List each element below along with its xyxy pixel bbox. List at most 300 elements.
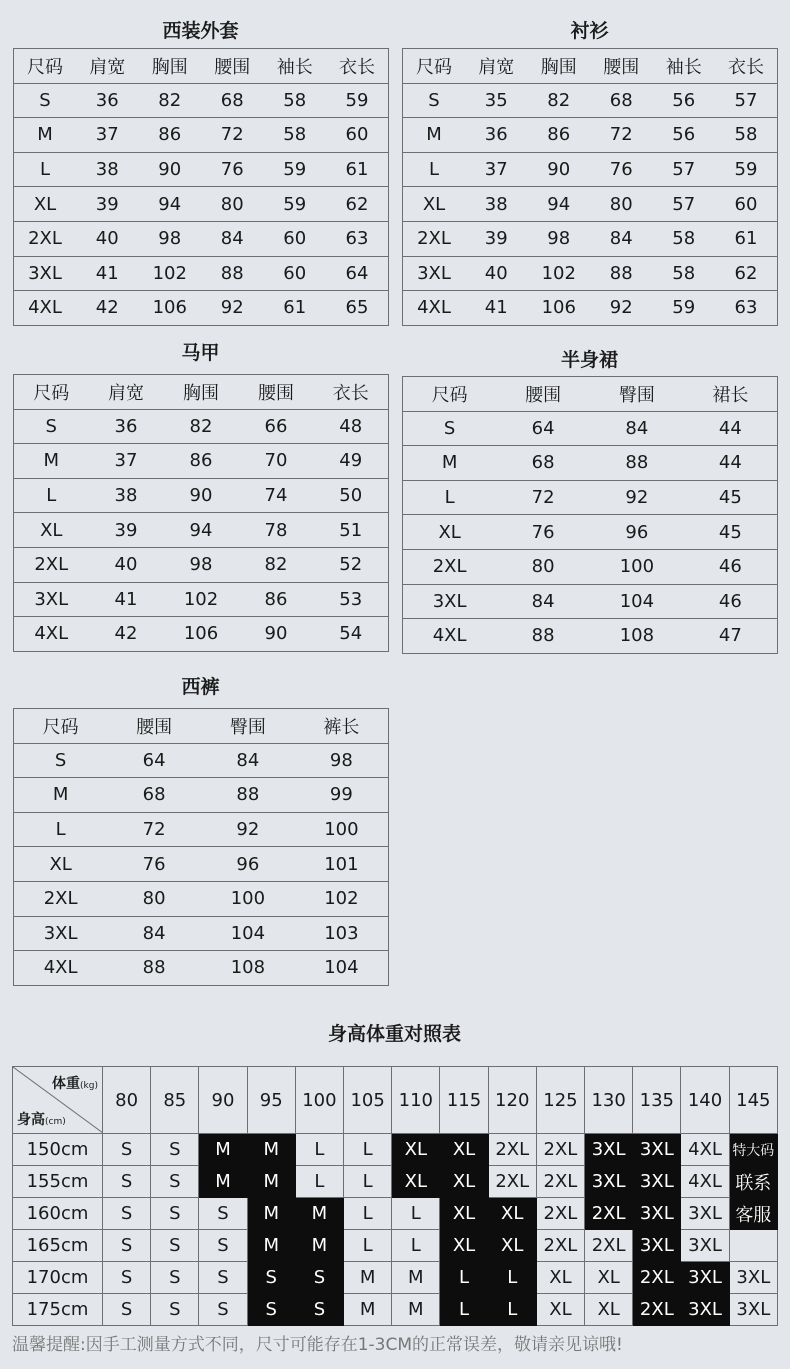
table-cell: 4XL	[14, 951, 108, 986]
table-cell: 88	[590, 256, 653, 291]
trousers-size-table	[13, 708, 389, 986]
table-cell: 68	[107, 778, 201, 813]
height-row	[13, 1134, 778, 1166]
table-row	[14, 743, 389, 778]
table-cell: 2XL	[14, 221, 77, 256]
table-row	[403, 515, 778, 550]
table-cell: 86	[164, 444, 239, 479]
table-cell: 86	[528, 118, 591, 153]
vest-size-table	[13, 374, 389, 652]
weight-column-header: 100	[295, 1067, 343, 1134]
table-cell: 3XL	[14, 916, 108, 951]
table-cell: 58	[264, 83, 327, 118]
table-cell: 72	[590, 118, 653, 153]
height-row	[13, 1166, 778, 1198]
size-cell: L	[392, 1198, 440, 1230]
size-cell: S	[199, 1230, 247, 1262]
column-header: 衣长	[728, 56, 764, 78]
table-cell: 108	[201, 951, 295, 986]
height-label-cell: 175cm	[13, 1294, 103, 1326]
weight-column-header: 140	[681, 1067, 729, 1134]
skirt-title: 半身裙	[560, 349, 618, 371]
table-cell: 39	[89, 513, 164, 548]
table-cell: 42	[76, 291, 139, 326]
table-cell: 38	[76, 152, 139, 187]
table-cell: 78	[239, 513, 314, 548]
table-cell: 94	[164, 513, 239, 548]
table-cell: 60	[264, 256, 327, 291]
table-cell: 45	[684, 515, 778, 550]
table-cell: 96	[590, 515, 684, 550]
table-cell: 36	[89, 409, 164, 444]
size-cell: S	[151, 1134, 199, 1166]
weight-header-row	[13, 1067, 778, 1134]
weight-label	[52, 1073, 98, 1093]
table-row	[14, 152, 389, 187]
table-cell: S	[403, 83, 466, 118]
table-cell: 102	[295, 881, 389, 916]
size-cell: 2XL	[536, 1134, 584, 1166]
height-label-text: 身高	[17, 1112, 45, 1128]
height-weight-title: 身高体重对照表	[327, 1023, 461, 1045]
table-cell: XL	[403, 515, 497, 550]
table-cell: L	[14, 478, 89, 513]
size-cell: 3XL	[585, 1134, 633, 1166]
table-cell: 53	[314, 582, 389, 617]
table-row	[403, 118, 778, 153]
table-cell: 106	[528, 291, 591, 326]
table-cell: 98	[528, 221, 591, 256]
table-cell: 47	[684, 619, 778, 654]
table-cell: 36	[76, 83, 139, 118]
table-row	[14, 187, 389, 222]
size-cell: M	[247, 1166, 295, 1198]
table-cell: 58	[715, 118, 778, 153]
table-cell: 37	[89, 444, 164, 479]
size-cell: 3XL	[633, 1230, 681, 1262]
shirt-title: 衬衫	[570, 20, 609, 42]
column-header: 尺码	[416, 56, 452, 78]
vest-title: 马甲	[181, 342, 220, 364]
size-cell: XL	[440, 1230, 488, 1262]
table-cell: 104	[201, 916, 295, 951]
table-cell: 62	[715, 256, 778, 291]
table-cell: 82	[239, 547, 314, 582]
size-cell: 2XL	[633, 1262, 681, 1294]
weight-column-header: 130	[585, 1067, 633, 1134]
table-cell: 40	[76, 221, 139, 256]
size-cell: 4XL	[681, 1166, 729, 1198]
suit-jacket-title: 西装外套	[162, 20, 239, 42]
corner-header	[13, 1067, 103, 1134]
height-row	[13, 1262, 778, 1294]
table-cell: S	[403, 411, 497, 446]
table-row	[403, 256, 778, 291]
table-cell: 84	[107, 916, 201, 951]
table-cell: 38	[465, 187, 528, 222]
size-cell: XL	[440, 1198, 488, 1230]
table-row	[14, 951, 389, 986]
table-cell: 100	[590, 549, 684, 584]
suit-jacket-size-table	[13, 48, 389, 326]
table-cell: 104	[295, 951, 389, 986]
table-cell: 84	[201, 221, 264, 256]
size-cell: S	[199, 1198, 247, 1230]
table-cell: 3XL	[403, 584, 497, 619]
table-cell: 52	[314, 547, 389, 582]
column-header: 腰围	[603, 56, 640, 78]
table-cell: 90	[164, 478, 239, 513]
size-cell: S	[247, 1294, 295, 1326]
table-cell: 40	[465, 256, 528, 291]
table-cell: 96	[201, 847, 295, 882]
column-header: 裤长	[323, 716, 360, 738]
table-cell: 50	[314, 478, 389, 513]
table-cell: 44	[684, 411, 778, 446]
size-cell: XL	[585, 1262, 633, 1294]
table-cell: 42	[89, 617, 164, 652]
weight-column-header: 135	[633, 1067, 681, 1134]
table-cell: 94	[139, 187, 202, 222]
size-cell: XL	[392, 1134, 440, 1166]
size-cell: XL	[440, 1134, 488, 1166]
table-cell: 61	[326, 152, 389, 187]
table-cell: 63	[326, 221, 389, 256]
table-row	[14, 83, 389, 118]
table-cell: 100	[201, 881, 295, 916]
weight-column-header: 85	[151, 1067, 199, 1134]
size-cell: S	[295, 1294, 343, 1326]
size-cell: XL	[392, 1166, 440, 1198]
size-cell: XL	[536, 1294, 584, 1326]
table-cell: 72	[107, 812, 201, 847]
table-cell: 76	[107, 847, 201, 882]
size-cell: 3XL	[633, 1166, 681, 1198]
table-cell: M	[14, 118, 77, 153]
table-cell: 4XL	[14, 617, 89, 652]
table-cell: 37	[465, 152, 528, 187]
table-cell: 35	[465, 83, 528, 118]
table-cell: 103	[295, 916, 389, 951]
table-cell: 46	[684, 549, 778, 584]
table-cell: 4XL	[403, 619, 497, 654]
height-unit: (cm)	[45, 1117, 66, 1127]
table-cell: 59	[264, 152, 327, 187]
size-cell: 3XL	[633, 1134, 681, 1166]
table-cell: 92	[201, 291, 264, 326]
table-cell: 98	[164, 547, 239, 582]
table-cell: 64	[496, 411, 590, 446]
table-cell: 65	[326, 291, 389, 326]
table-row	[14, 847, 389, 882]
size-cell: L	[392, 1230, 440, 1262]
table-cell: 41	[465, 291, 528, 326]
table-cell: 41	[76, 256, 139, 291]
size-cell: XL	[440, 1166, 488, 1198]
table-cell: 88	[590, 446, 684, 481]
size-cell: 2XL	[488, 1134, 536, 1166]
table-cell: 2XL	[14, 881, 108, 916]
table-cell: S	[14, 83, 77, 118]
size-cell	[729, 1230, 777, 1262]
column-header: 胸围	[151, 56, 188, 78]
table-row	[14, 778, 389, 813]
column-header: 肩宽	[108, 382, 144, 404]
size-cell: S	[295, 1262, 343, 1294]
column-header: 裙长	[712, 384, 749, 406]
size-cell: M	[247, 1134, 295, 1166]
table-cell: 88	[107, 951, 201, 986]
table-cell: 39	[465, 221, 528, 256]
column-header: 衣长	[332, 382, 369, 404]
table-cell: 64	[326, 256, 389, 291]
column-header: 臀围	[618, 384, 655, 406]
table-cell: 92	[590, 291, 653, 326]
column-header: 尺码	[42, 716, 79, 738]
size-cell: 2XL	[536, 1230, 584, 1262]
table-cell: 92	[201, 812, 295, 847]
table-cell: 3XL	[403, 256, 466, 291]
size-cell: 3XL	[729, 1294, 777, 1326]
weight-column-header: 125	[536, 1067, 584, 1134]
size-cell: 4XL	[681, 1134, 729, 1166]
height-label-cell: 160cm	[13, 1198, 103, 1230]
size-cell: M	[295, 1230, 343, 1262]
size-cell: L	[344, 1230, 392, 1262]
column-header: 肩宽	[89, 56, 126, 78]
weight-unit: (kg)	[80, 1081, 98, 1091]
table-cell: 2XL	[403, 221, 466, 256]
table-cell: S	[14, 409, 89, 444]
table-cell: 54	[314, 617, 389, 652]
column-header: 袖长	[276, 56, 313, 78]
table-row	[403, 291, 778, 326]
table-cell: M	[14, 778, 108, 813]
table-cell: 56	[653, 83, 716, 118]
size-cell: 3XL	[633, 1198, 681, 1230]
table-row	[403, 221, 778, 256]
column-header: 腰围	[136, 716, 173, 738]
weight-column-header: 95	[247, 1067, 295, 1134]
table-cell: M	[403, 118, 466, 153]
table-row	[14, 582, 389, 617]
table-cell: L	[14, 812, 108, 847]
table-row	[403, 549, 778, 584]
table-cell: 64	[107, 743, 201, 778]
header-row	[14, 49, 389, 84]
table-cell: 102	[139, 256, 202, 291]
size-cell: M	[199, 1134, 247, 1166]
size-cell: S	[103, 1230, 151, 1262]
header-row	[14, 709, 389, 744]
size-cell: 2XL	[633, 1294, 681, 1326]
table-cell: L	[403, 152, 466, 187]
size-cell: XL	[488, 1230, 536, 1262]
table-cell: 76	[201, 152, 264, 187]
table-cell: 94	[528, 187, 591, 222]
table-cell: 62	[326, 187, 389, 222]
table-row	[14, 256, 389, 291]
table-cell: XL	[14, 187, 77, 222]
size-cell: 2XL	[488, 1166, 536, 1198]
table-cell: 37	[76, 118, 139, 153]
column-header: 衣长	[339, 56, 375, 78]
height-label-cell: 165cm	[13, 1230, 103, 1262]
weight-column-header: 90	[199, 1067, 247, 1134]
size-cell: S	[103, 1294, 151, 1326]
table-row	[403, 83, 778, 118]
table-cell: 68	[590, 83, 653, 118]
size-cell: S	[103, 1134, 151, 1166]
table-cell: 106	[164, 617, 239, 652]
size-cell: 联系	[729, 1166, 777, 1198]
size-cell: XL	[488, 1198, 536, 1230]
size-cell: 3XL	[681, 1262, 729, 1294]
table-cell: 88	[201, 256, 264, 291]
table-row	[14, 812, 389, 847]
table-row	[403, 619, 778, 654]
table-cell: 104	[590, 584, 684, 619]
table-cell: 58	[653, 221, 716, 256]
size-cell: L	[440, 1294, 488, 1326]
height-row	[13, 1294, 778, 1326]
table-cell: 80	[107, 881, 201, 916]
height-weight-table	[12, 1066, 778, 1326]
column-header: 腰围	[525, 384, 562, 406]
size-cell: S	[151, 1198, 199, 1230]
size-cell: M	[247, 1230, 295, 1262]
size-cell: XL	[536, 1262, 584, 1294]
table-row	[14, 916, 389, 951]
table-cell: 92	[590, 480, 684, 515]
size-cell: 3XL	[585, 1166, 633, 1198]
table-cell: 66	[239, 409, 314, 444]
table-cell: 106	[139, 291, 202, 326]
table-cell: 76	[496, 515, 590, 550]
height-label	[17, 1109, 66, 1129]
table-cell: 82	[164, 409, 239, 444]
column-header: 肩宽	[478, 56, 515, 78]
table-cell: 80	[590, 187, 653, 222]
size-cell: S	[103, 1262, 151, 1294]
size-cell: M	[344, 1262, 392, 1294]
size-cell: 3XL	[729, 1262, 777, 1294]
column-header: 腰围	[258, 382, 294, 404]
table-cell: S	[14, 743, 108, 778]
table-cell: 59	[653, 291, 716, 326]
table-cell: L	[403, 480, 497, 515]
table-cell: M	[14, 444, 89, 479]
table-cell: 90	[239, 617, 314, 652]
table-cell: 4XL	[14, 291, 77, 326]
trousers-title: 西裤	[181, 676, 220, 698]
table-cell: XL	[403, 187, 466, 222]
table-cell: 51	[314, 513, 389, 548]
size-cell: M	[295, 1198, 343, 1230]
column-header: 袖长	[665, 56, 702, 78]
height-row	[13, 1198, 778, 1230]
table-row	[403, 411, 778, 446]
table-cell: 45	[684, 480, 778, 515]
size-cell: 3XL	[681, 1294, 729, 1326]
table-cell: 101	[295, 847, 389, 882]
table-cell: 59	[715, 152, 778, 187]
size-cell: 2XL	[585, 1230, 633, 1262]
table-cell: 2XL	[14, 547, 89, 582]
table-row	[403, 187, 778, 222]
table-cell: 57	[653, 187, 716, 222]
size-cell: L	[488, 1294, 536, 1326]
size-cell: M	[392, 1262, 440, 1294]
table-cell: M	[403, 446, 497, 481]
weight-column-header: 105	[344, 1067, 392, 1134]
table-cell: 58	[653, 256, 716, 291]
table-cell: 59	[326, 83, 389, 118]
header-row	[14, 375, 389, 410]
table-cell: 40	[89, 547, 164, 582]
skirt-size-table	[402, 376, 778, 654]
table-row	[14, 118, 389, 153]
table-cell: 86	[139, 118, 202, 153]
size-cell: M	[344, 1294, 392, 1326]
table-row	[403, 480, 778, 515]
size-cell: S	[199, 1294, 247, 1326]
table-cell: 72	[201, 118, 264, 153]
table-row	[14, 444, 389, 479]
table-cell: 2XL	[403, 549, 497, 584]
size-cell: S	[151, 1294, 199, 1326]
table-cell: 80	[201, 187, 264, 222]
table-cell: 58	[264, 118, 327, 153]
table-cell: 56	[653, 118, 716, 153]
table-cell: 60	[326, 118, 389, 153]
size-cell: S	[151, 1166, 199, 1198]
header-row	[403, 49, 778, 84]
size-cell: L	[488, 1262, 536, 1294]
table-cell: 3XL	[14, 256, 77, 291]
table-row	[403, 446, 778, 481]
size-cell: S	[199, 1262, 247, 1294]
weight-column-header: 115	[440, 1067, 488, 1134]
table-cell: 84	[496, 584, 590, 619]
size-cell: M	[247, 1198, 295, 1230]
table-cell: 60	[264, 221, 327, 256]
table-row	[14, 478, 389, 513]
table-cell: 57	[715, 83, 778, 118]
table-cell: 3XL	[14, 582, 89, 617]
table-cell: 98	[139, 221, 202, 256]
table-cell: 59	[264, 187, 327, 222]
table-row	[403, 152, 778, 187]
table-cell: 57	[653, 152, 716, 187]
size-cell: S	[103, 1198, 151, 1230]
table-row	[14, 513, 389, 548]
size-cell: S	[103, 1166, 151, 1198]
table-cell: 70	[239, 444, 314, 479]
size-cell: 3XL	[681, 1198, 729, 1230]
table-cell: 82	[528, 83, 591, 118]
table-cell: 41	[89, 582, 164, 617]
table-cell: 63	[715, 291, 778, 326]
column-header: 胸围	[540, 56, 577, 78]
table-cell: 82	[139, 83, 202, 118]
table-cell: 61	[715, 221, 778, 256]
size-cell: M	[392, 1294, 440, 1326]
size-cell: 2XL	[585, 1198, 633, 1230]
table-cell: 72	[496, 480, 590, 515]
size-cell: 2XL	[536, 1198, 584, 1230]
header-row	[403, 377, 778, 412]
